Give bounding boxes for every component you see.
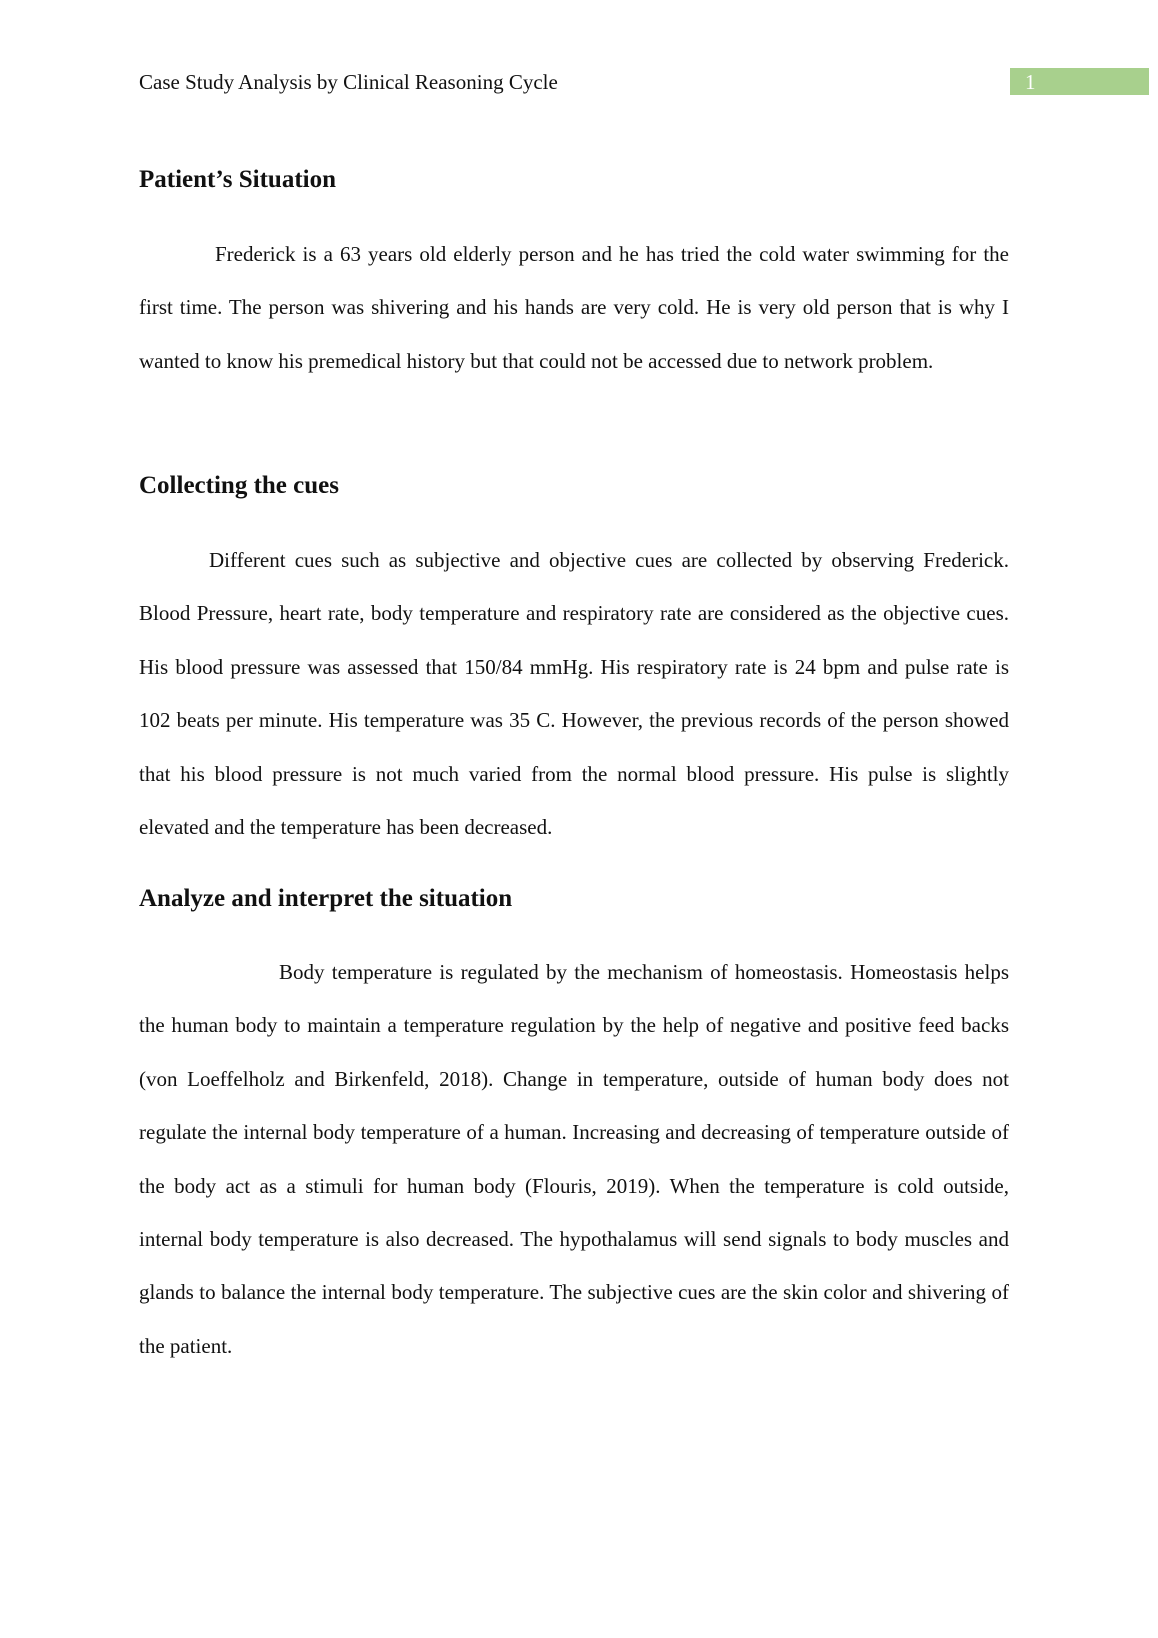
page-number-badge — [1010, 68, 1149, 95]
section-paragraph-analyze-interpret: Body temperature is regulated by the mechanism of homeostasis. Homeostasis helps the human body to maintain a temperature regulation by the help of negative and positive feed backs (von Loeffelholz and Birkenfeld, 2018). Change in temperature, outside of human body does not regulate the internal body temperature of a human. Increasing and decreasing of temperature outside of the body act as a stimuli for human body (Flouris, 2019). When the temperature is cold outside, internal body temperature is also decreased. The hypothalamus will send signals to body muscles and glands to balance the internal body temperature. The subjective cues are the skin color and shivering of the patient. — [139, 960, 1009, 1358]
page-header — [139, 68, 1149, 96]
page-number: 1 — [1025, 70, 1036, 94]
header-title: Case Study Analysis by Clinical Reasoning Cycle — [139, 70, 558, 94]
section-heading-collecting-cues: Collecting the cues — [139, 472, 339, 499]
section-heading-analyze-interpret: Analyze and interpret the situation — [139, 885, 513, 912]
section-paragraph-collecting-cues: Different cues such as subjective and objective cues are collected by observing Frederick. Blood Pressure, heart rate, body temperature and respiratory rate are considered as the objective cues. His blood pressure was assessed that 150/84 mmHg. His respiratory rate is 24 bpm and pulse rate is 102 beats per minute. His temperature was 35 C. However, the previous records of the person showed that his blood pressure is not much varied from the normal blood pressure. His pulse is slightly elevated and the temperature has been decreased. — [139, 548, 1009, 840]
section-heading-patient-situation: Patient’s Situation — [139, 166, 336, 193]
section-paragraph-patient-situation: Frederick is a 63 years old elderly person and he has tried the cold water swimming for the first time. The person was shivering and his hands are very cold. He is very old person that is why I wanted to know his premedical history but that could not be accessed due to network problem. — [139, 242, 1009, 373]
